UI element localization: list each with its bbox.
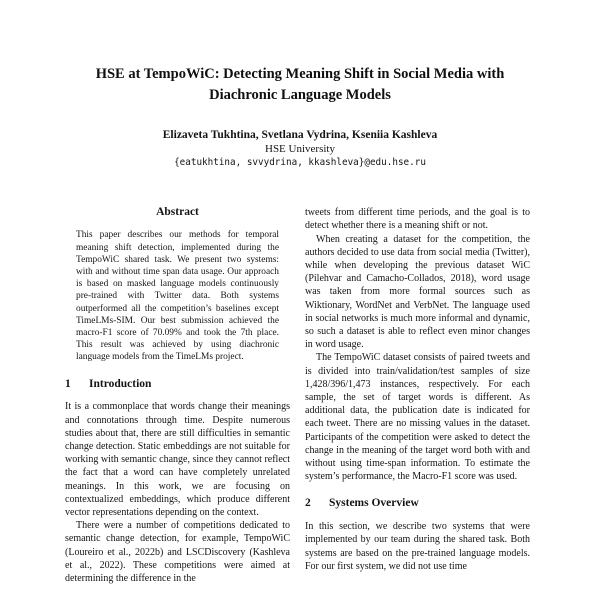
systems-paragraph-1: In this section, we describe two systems that were implemented by our team during the shared task. Both systems are based on the pre-trained language models. For our first system, we did not use time — [305, 521, 530, 572]
paper-header — [0, 0, 600, 168]
two-column-body — [0, 206, 600, 585]
section-heading-introduction — [65, 378, 290, 392]
email-line: {eatukhtina, svvydrina, kkashleva}@edu.hse.ru — [174, 157, 426, 169]
right-paragraph-2: When creating a dataset for the competition, the authors decided to use data from social media (Twitter), while when developing the previous dataset WiC (Pilehvar and Camacho-Collados, 2018), word usage was taken from more formal sources such as Wiktionary, WordNet and VerbNet. The language used in social networks is much more informal and dynamic, so such a dataset is able to reflect even minor changes in word usage. — [305, 233, 530, 351]
abstract-heading: Abstract — [156, 206, 199, 219]
author-list: Elizaveta Tukhtina, Svetlana Vydrina, Kseniia Kashleva — [162, 129, 438, 142]
right-paragraph-1: tweets from different time periods, and the goal is to detect whether there is a meaning shift or not. — [305, 207, 530, 232]
paper-title — [0, 64, 600, 105]
affiliation: HSE University — [265, 143, 335, 156]
title-line-2: Diachronic Language Models — [209, 86, 391, 103]
section-title: Systems Overview — [329, 497, 419, 510]
right-column — [305, 206, 530, 585]
section-number: 1 — [65, 377, 71, 390]
right-paragraph-3: The TempoWiC dataset consists of paired tweets and is divided into train/validation/test samples of size 1,428/396/1,473 instances, respectively. For each sample, the set of target words is different. As additional data, the publication date is indicated for each tweet. There are no missing values in the dataset. Participants of the competition were asked to detect the change in the meaning of the target word both with and without using time-span information. To estimate the system’s performance, the Macro-F1 score was used. — [305, 352, 530, 483]
intro-paragraph-1: It is a commonplace that words change their meanings and connotations through time. Despite numerous studies about that, there are still difficulties in semantic change detection. Static embeddings are not suitable for working with semantic change, since they cannot reflect the fact that a word can have completely unrelated meanings. In this work, we are focusing on contextualized embeddings, which produce different vector representations depending on the context. — [65, 401, 290, 519]
abstract-text: This paper describes our methods for temporal meaning shift detection, implemented during the TempoWiC shared task. We present two systems: with and without time span data usage. Our approach is based on masked language models continuously pre-trained with Twitter data. Both systems outperformed all the competition’s baselines except TimeLMs-SIM. Our best submission achieved the macro-F1 score of 70.09% and took the 7th place. This result was achieved by using diachronic language models from the TimeLMs project. — [76, 230, 279, 363]
left-column — [65, 206, 290, 585]
section-heading-systems-overview — [305, 497, 530, 511]
section-number: 2 — [305, 497, 311, 510]
intro-paragraph-2: There were a number of competitions dedicated to semantic change detection, for example, TempoWiC (Loureiro et al., 2022b) and LSCDiscovery (Kashleva et al., 2022). These competitions were aimed at determining the difference in the — [65, 520, 290, 585]
section-title: Introduction — [89, 377, 152, 390]
title-line-1: HSE at TempoWiC: Detecting Meaning Shift in Social Media with — [95, 66, 505, 82]
